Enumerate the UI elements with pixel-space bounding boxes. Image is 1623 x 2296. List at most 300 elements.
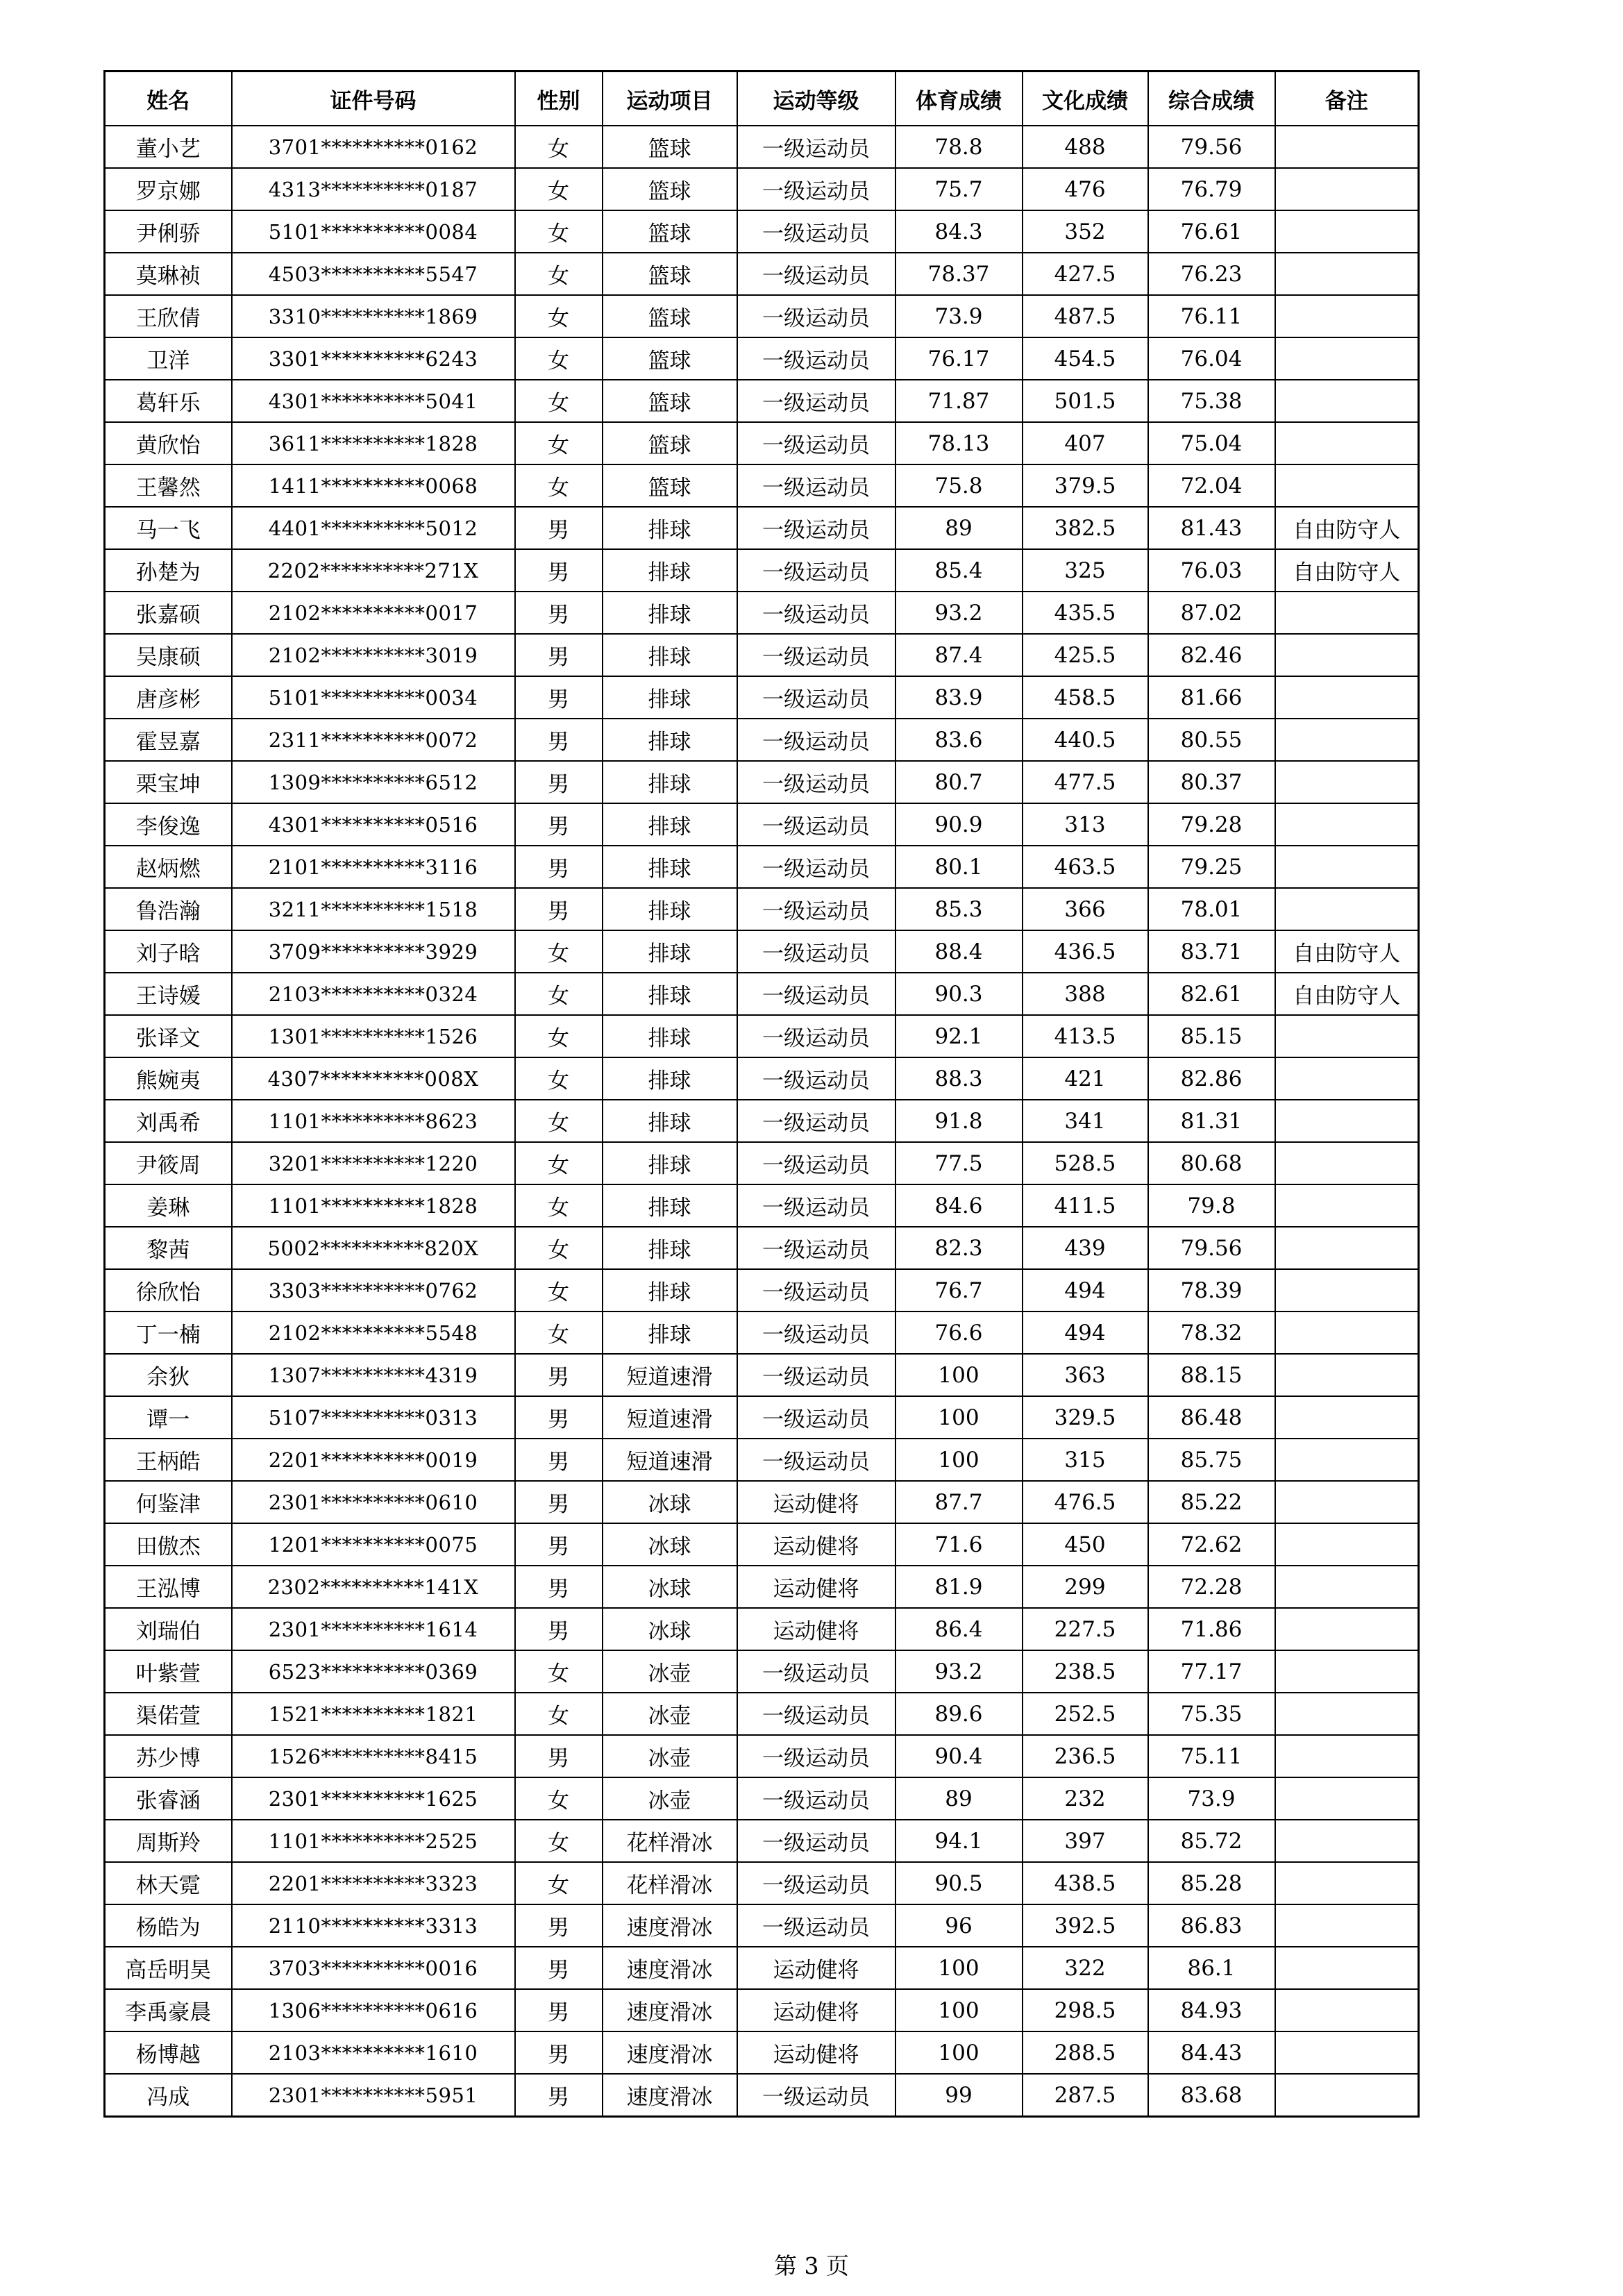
cell-total-score: 76.03 <box>1148 549 1275 592</box>
cell-level: 一级运动员 <box>737 719 895 761</box>
cell-sport: 篮球 <box>603 337 737 380</box>
cell-sport-score: 77.5 <box>895 1142 1023 1184</box>
cell-remark <box>1275 1608 1419 1650</box>
cell-total-score: 79.56 <box>1148 1227 1275 1269</box>
cell-name: 姜琳 <box>105 1184 232 1227</box>
cell-gender: 男 <box>515 2074 603 2117</box>
table-row <box>105 803 1419 846</box>
cell-gender: 男 <box>515 803 603 846</box>
cell-remark <box>1275 803 1419 846</box>
cell-total-score: 83.68 <box>1148 2074 1275 2117</box>
cell-sport: 速度滑冰 <box>603 2031 737 2074</box>
cell-culture-score: 392.5 <box>1023 1904 1148 1947</box>
cell-gender: 女 <box>515 1100 603 1142</box>
cell-culture-score: 325 <box>1023 549 1148 592</box>
cell-culture-score: 425.5 <box>1023 634 1148 676</box>
cell-remark <box>1275 1735 1419 1777</box>
table-row <box>105 1947 1419 1989</box>
cell-remark <box>1275 1947 1419 1989</box>
cell-id-number: 1306**********0616 <box>232 1989 515 2031</box>
cell-level: 一级运动员 <box>737 846 895 888</box>
cell-total-score: 71.86 <box>1148 1608 1275 1650</box>
cell-level: 一级运动员 <box>737 1184 895 1227</box>
cell-name: 林天霓 <box>105 1862 232 1904</box>
cell-name: 刘瑞伯 <box>105 1608 232 1650</box>
cell-culture-score: 463.5 <box>1023 846 1148 888</box>
cell-total-score: 75.38 <box>1148 380 1275 422</box>
cell-id-number: 3301**********6243 <box>232 337 515 380</box>
cell-remark <box>1275 592 1419 634</box>
cell-name: 王泓博 <box>105 1566 232 1608</box>
cell-remark <box>1275 1396 1419 1439</box>
cell-culture-score: 476 <box>1023 168 1148 210</box>
cell-remark <box>1275 1312 1419 1354</box>
cell-sport: 排球 <box>603 1100 737 1142</box>
cell-culture-score: 476.5 <box>1023 1481 1148 1523</box>
cell-sport-score: 85.3 <box>895 888 1023 930</box>
cell-gender: 男 <box>515 1481 603 1523</box>
cell-remark <box>1275 380 1419 422</box>
cell-sport-score: 76.7 <box>895 1269 1023 1312</box>
cell-total-score: 88.15 <box>1148 1354 1275 1396</box>
cell-id-number: 2103**********0324 <box>232 973 515 1015</box>
page-footer <box>0 2248 1623 2281</box>
cell-sport-score: 90.3 <box>895 973 1023 1015</box>
cell-remark <box>1275 168 1419 210</box>
cell-sport-score: 73.9 <box>895 295 1023 337</box>
cell-total-score: 85.75 <box>1148 1439 1275 1481</box>
cell-name: 叶紫萱 <box>105 1650 232 1693</box>
cell-name: 卫洋 <box>105 337 232 380</box>
cell-culture-score: 450 <box>1023 1523 1148 1566</box>
cell-sport-score: 87.4 <box>895 634 1023 676</box>
cell-sport: 冰球 <box>603 1481 737 1523</box>
cell-culture-score: 477.5 <box>1023 761 1148 803</box>
cell-remark <box>1275 676 1419 719</box>
cell-culture-score: 252.5 <box>1023 1693 1148 1735</box>
cell-culture-score: 436.5 <box>1023 930 1148 973</box>
cell-sport-score: 90.4 <box>895 1735 1023 1777</box>
cell-total-score: 77.17 <box>1148 1650 1275 1693</box>
table-row <box>105 1481 1419 1523</box>
cell-name: 尹筱周 <box>105 1142 232 1184</box>
cell-remark <box>1275 888 1419 930</box>
cell-id-number: 2311**********0072 <box>232 719 515 761</box>
cell-name: 赵炳燃 <box>105 846 232 888</box>
cell-culture-score: 501.5 <box>1023 380 1148 422</box>
cell-id-number: 2103**********1610 <box>232 2031 515 2074</box>
cell-remark: 自由防守人 <box>1275 930 1419 973</box>
cell-sport-score: 82.3 <box>895 1227 1023 1269</box>
cell-remark <box>1275 253 1419 295</box>
cell-sport: 冰壶 <box>603 1777 737 1820</box>
cell-sport: 短道速滑 <box>603 1439 737 1481</box>
cell-remark <box>1275 1439 1419 1481</box>
cell-id-number: 5101**********0084 <box>232 210 515 253</box>
cell-total-score: 82.46 <box>1148 634 1275 676</box>
cell-level: 运动健将 <box>737 1947 895 1989</box>
cell-sport: 篮球 <box>603 422 737 464</box>
cell-gender: 女 <box>515 1650 603 1693</box>
cell-total-score: 75.35 <box>1148 1693 1275 1735</box>
cell-remark <box>1275 2031 1419 2074</box>
cell-sport-score: 89.6 <box>895 1693 1023 1735</box>
cell-total-score: 81.43 <box>1148 507 1275 549</box>
cell-name: 高岳明昊 <box>105 1947 232 1989</box>
cell-name: 谭一 <box>105 1396 232 1439</box>
cell-total-score: 75.11 <box>1148 1735 1275 1777</box>
cell-level: 一级运动员 <box>737 803 895 846</box>
cell-name: 莫琳祯 <box>105 253 232 295</box>
cell-gender: 女 <box>515 1777 603 1820</box>
cell-name: 冯成 <box>105 2074 232 2117</box>
cell-level: 一级运动员 <box>737 761 895 803</box>
cell-sport-score: 90.9 <box>895 803 1023 846</box>
cell-gender: 男 <box>515 1523 603 1566</box>
cell-culture-score: 388 <box>1023 973 1148 1015</box>
cell-name: 苏少博 <box>105 1735 232 1777</box>
table-row <box>105 295 1419 337</box>
cell-culture-score: 488 <box>1023 126 1148 168</box>
cell-gender: 女 <box>515 1227 603 1269</box>
cell-remark: 自由防守人 <box>1275 549 1419 592</box>
cell-sport-score: 86.4 <box>895 1608 1023 1650</box>
cell-id-number: 4301**********5041 <box>232 380 515 422</box>
cell-id-number: 5101**********0034 <box>232 676 515 719</box>
cell-name: 王欣倩 <box>105 295 232 337</box>
cell-sport: 花样滑冰 <box>603 1820 737 1862</box>
cell-sport-score: 76.17 <box>895 337 1023 380</box>
cell-culture-score: 236.5 <box>1023 1735 1148 1777</box>
cell-id-number: 1309**********6512 <box>232 761 515 803</box>
cell-total-score: 83.71 <box>1148 930 1275 973</box>
cell-level: 运动健将 <box>737 1523 895 1566</box>
cell-sport: 排球 <box>603 846 737 888</box>
cell-sport-score: 71.6 <box>895 1523 1023 1566</box>
cell-culture-score: 421 <box>1023 1057 1148 1100</box>
cell-culture-score: 439 <box>1023 1227 1148 1269</box>
cell-total-score: 85.28 <box>1148 1862 1275 1904</box>
cell-gender: 女 <box>515 253 603 295</box>
cell-sport: 排球 <box>603 507 737 549</box>
cell-level: 一级运动员 <box>737 1057 895 1100</box>
cell-id-number: 3709**********3929 <box>232 930 515 973</box>
table-row <box>105 464 1419 507</box>
cell-remark <box>1275 1820 1419 1862</box>
cell-total-score: 86.48 <box>1148 1396 1275 1439</box>
cell-remark <box>1275 1227 1419 1269</box>
cell-id-number: 3310**********1869 <box>232 295 515 337</box>
cell-level: 运动健将 <box>737 1481 895 1523</box>
cell-sport-score: 100 <box>895 1947 1023 1989</box>
table-row <box>105 1566 1419 1608</box>
cell-id-number: 1101**********1828 <box>232 1184 515 1227</box>
cell-id-number: 1301**********1526 <box>232 1015 515 1057</box>
cell-name: 张嘉硕 <box>105 592 232 634</box>
cell-remark <box>1275 422 1419 464</box>
cell-id-number: 2301**********5951 <box>232 2074 515 2117</box>
cell-sport: 排球 <box>603 549 737 592</box>
cell-total-score: 72.28 <box>1148 1566 1275 1608</box>
cell-remark <box>1275 1650 1419 1693</box>
cell-level: 一级运动员 <box>737 592 895 634</box>
cell-culture-score: 329.5 <box>1023 1396 1148 1439</box>
cell-culture-score: 238.5 <box>1023 1650 1148 1693</box>
cell-name: 徐欣怡 <box>105 1269 232 1312</box>
cell-name: 黄欣怡 <box>105 422 232 464</box>
header-gender: 性别 <box>515 72 603 126</box>
table-row <box>105 592 1419 634</box>
cell-culture-score: 528.5 <box>1023 1142 1148 1184</box>
cell-name: 尹俐骄 <box>105 210 232 253</box>
cell-culture-score: 232 <box>1023 1777 1148 1820</box>
table-row <box>105 1693 1419 1735</box>
cell-level: 一级运动员 <box>737 337 895 380</box>
cell-sport-score: 84.3 <box>895 210 1023 253</box>
cell-name: 熊婉夷 <box>105 1057 232 1100</box>
table-row <box>105 2074 1419 2117</box>
cell-sport-score: 88.3 <box>895 1057 1023 1100</box>
cell-level: 一级运动员 <box>737 1396 895 1439</box>
cell-remark <box>1275 1523 1419 1566</box>
cell-culture-score: 363 <box>1023 1354 1148 1396</box>
cell-id-number: 3701**********0162 <box>232 126 515 168</box>
cell-name: 张睿涵 <box>105 1777 232 1820</box>
cell-total-score: 76.11 <box>1148 295 1275 337</box>
cell-gender: 女 <box>515 1312 603 1354</box>
cell-remark <box>1275 2074 1419 2117</box>
cell-level: 一级运动员 <box>737 126 895 168</box>
cell-sport: 排球 <box>603 1057 737 1100</box>
cell-remark <box>1275 464 1419 507</box>
cell-remark <box>1275 719 1419 761</box>
cell-total-score: 73.9 <box>1148 1777 1275 1820</box>
cell-name: 吴康硕 <box>105 634 232 676</box>
cell-sport: 排球 <box>603 1015 737 1057</box>
cell-id-number: 4503**********5547 <box>232 253 515 295</box>
score-table <box>103 70 1420 2118</box>
cell-culture-score: 458.5 <box>1023 676 1148 719</box>
table-row <box>105 1184 1419 1227</box>
cell-total-score: 72.62 <box>1148 1523 1275 1566</box>
cell-sport-score: 90.5 <box>895 1862 1023 1904</box>
cell-sport-score: 83.9 <box>895 676 1023 719</box>
cell-sport-score: 100 <box>895 1396 1023 1439</box>
table-row <box>105 1439 1419 1481</box>
cell-sport: 排球 <box>603 634 737 676</box>
cell-culture-score: 322 <box>1023 1947 1148 1989</box>
cell-name: 刘禹希 <box>105 1100 232 1142</box>
cell-sport: 排球 <box>603 1312 737 1354</box>
cell-culture-score: 227.5 <box>1023 1608 1148 1650</box>
cell-level: 运动健将 <box>737 1989 895 2031</box>
cell-id-number: 1201**********0075 <box>232 1523 515 1566</box>
cell-sport-score: 78.37 <box>895 253 1023 295</box>
cell-level: 一级运动员 <box>737 295 895 337</box>
cell-total-score: 78.01 <box>1148 888 1275 930</box>
cell-level: 一级运动员 <box>737 464 895 507</box>
cell-gender: 男 <box>515 719 603 761</box>
cell-level: 一级运动员 <box>737 422 895 464</box>
cell-remark <box>1275 1269 1419 1312</box>
cell-name: 唐彦彬 <box>105 676 232 719</box>
cell-culture-score: 397 <box>1023 1820 1148 1862</box>
cell-total-score: 85.15 <box>1148 1015 1275 1057</box>
cell-remark <box>1275 1693 1419 1735</box>
cell-sport: 短道速滑 <box>603 1354 737 1396</box>
cell-level: 一级运动员 <box>737 2074 895 2117</box>
cell-culture-score: 494 <box>1023 1269 1148 1312</box>
cell-sport-score: 99 <box>895 2074 1023 2117</box>
cell-sport-score: 94.1 <box>895 1820 1023 1862</box>
cell-id-number: 1307**********4319 <box>232 1354 515 1396</box>
cell-sport-score: 75.7 <box>895 168 1023 210</box>
page-number: 第 3 页 <box>774 2252 849 2279</box>
table-row <box>105 507 1419 549</box>
cell-gender: 男 <box>515 1989 603 2031</box>
cell-sport: 排球 <box>603 803 737 846</box>
cell-id-number: 1411**********0068 <box>232 464 515 507</box>
cell-id-number: 1101**********8623 <box>232 1100 515 1142</box>
cell-culture-score: 366 <box>1023 888 1148 930</box>
cell-gender: 女 <box>515 210 603 253</box>
cell-level: 一级运动员 <box>737 1354 895 1396</box>
cell-level: 一级运动员 <box>737 549 895 592</box>
cell-level: 一级运动员 <box>737 1015 895 1057</box>
cell-gender: 男 <box>515 1904 603 1947</box>
cell-name: 王馨然 <box>105 464 232 507</box>
table-row <box>105 846 1419 888</box>
cell-total-score: 72.04 <box>1148 464 1275 507</box>
cell-total-score: 78.39 <box>1148 1269 1275 1312</box>
cell-gender: 女 <box>515 1057 603 1100</box>
cell-sport: 速度滑冰 <box>603 1989 737 2031</box>
header-row <box>105 72 1419 126</box>
cell-total-score: 86.83 <box>1148 1904 1275 1947</box>
cell-total-score: 85.22 <box>1148 1481 1275 1523</box>
cell-sport: 速度滑冰 <box>603 1904 737 1947</box>
cell-name: 田傲杰 <box>105 1523 232 1566</box>
header-sport: 运动项目 <box>603 72 737 126</box>
cell-level: 一级运动员 <box>737 1693 895 1735</box>
cell-sport: 排球 <box>603 1142 737 1184</box>
cell-remark <box>1275 210 1419 253</box>
cell-gender: 男 <box>515 1354 603 1396</box>
cell-sport: 冰壶 <box>603 1693 737 1735</box>
cell-sport-score: 75.8 <box>895 464 1023 507</box>
cell-name: 葛轩乐 <box>105 380 232 422</box>
cell-name: 丁一楠 <box>105 1312 232 1354</box>
cell-culture-score: 298.5 <box>1023 1989 1148 2031</box>
table-row <box>105 1650 1419 1693</box>
cell-id-number: 2202**********271X <box>232 549 515 592</box>
cell-name: 张译文 <box>105 1015 232 1057</box>
header-level: 运动等级 <box>737 72 895 126</box>
cell-gender: 男 <box>515 1735 603 1777</box>
cell-gender: 男 <box>515 1439 603 1481</box>
cell-id-number: 3611**********1828 <box>232 422 515 464</box>
cell-sport-score: 89 <box>895 1777 1023 1820</box>
cell-culture-score: 454.5 <box>1023 337 1148 380</box>
cell-gender: 男 <box>515 634 603 676</box>
cell-gender: 女 <box>515 930 603 973</box>
cell-id-number: 2201**********0019 <box>232 1439 515 1481</box>
cell-gender: 女 <box>515 1015 603 1057</box>
cell-name: 李禹豪晨 <box>105 1989 232 2031</box>
cell-gender: 男 <box>515 507 603 549</box>
cell-sport-score: 100 <box>895 1989 1023 2031</box>
cell-gender: 男 <box>515 592 603 634</box>
cell-sport: 篮球 <box>603 295 737 337</box>
table-row <box>105 1142 1419 1184</box>
cell-gender: 男 <box>515 676 603 719</box>
cell-remark <box>1275 1142 1419 1184</box>
cell-total-score: 79.56 <box>1148 126 1275 168</box>
table-row <box>105 930 1419 973</box>
header-total-score: 综合成绩 <box>1148 72 1275 126</box>
table-row <box>105 337 1419 380</box>
table-row <box>105 1904 1419 1947</box>
cell-remark <box>1275 1354 1419 1396</box>
cell-sport-score: 84.6 <box>895 1184 1023 1227</box>
table-row <box>105 1735 1419 1777</box>
cell-total-score: 80.68 <box>1148 1142 1275 1184</box>
cell-remark: 自由防守人 <box>1275 973 1419 1015</box>
cell-id-number: 2102**********5548 <box>232 1312 515 1354</box>
cell-sport: 排球 <box>603 930 737 973</box>
table-row <box>105 1057 1419 1100</box>
cell-sport: 篮球 <box>603 464 737 507</box>
cell-sport: 排球 <box>603 973 737 1015</box>
table-row <box>105 253 1419 295</box>
cell-name: 孙楚为 <box>105 549 232 592</box>
cell-sport-score: 80.1 <box>895 846 1023 888</box>
table-row <box>105 168 1419 210</box>
cell-gender: 女 <box>515 380 603 422</box>
cell-level: 一级运动员 <box>737 507 895 549</box>
cell-gender: 男 <box>515 1566 603 1608</box>
cell-sport-score: 88.4 <box>895 930 1023 973</box>
cell-level: 一级运动员 <box>737 676 895 719</box>
cell-name: 王诗媛 <box>105 973 232 1015</box>
cell-remark <box>1275 1481 1419 1523</box>
cell-remark <box>1275 1904 1419 1947</box>
cell-sport-score: 91.8 <box>895 1100 1023 1142</box>
cell-sport-score: 100 <box>895 2031 1023 2074</box>
cell-total-score: 85.72 <box>1148 1820 1275 1862</box>
table-row <box>105 1015 1419 1057</box>
cell-name: 鲁浩瀚 <box>105 888 232 930</box>
cell-id-number: 1521**********1821 <box>232 1693 515 1735</box>
cell-level: 一级运动员 <box>737 1820 895 1862</box>
cell-culture-score: 487.5 <box>1023 295 1148 337</box>
cell-id-number: 2301**********1625 <box>232 1777 515 1820</box>
cell-name: 余狄 <box>105 1354 232 1396</box>
cell-id-number: 3211**********1518 <box>232 888 515 930</box>
cell-level: 一级运动员 <box>737 1312 895 1354</box>
cell-name: 栗宝坤 <box>105 761 232 803</box>
cell-gender: 男 <box>515 761 603 803</box>
cell-sport: 冰球 <box>603 1523 737 1566</box>
cell-sport: 排球 <box>603 1227 737 1269</box>
table-row <box>105 1227 1419 1269</box>
cell-sport: 速度滑冰 <box>603 2074 737 2117</box>
cell-gender: 女 <box>515 1142 603 1184</box>
cell-sport: 冰球 <box>603 1608 737 1650</box>
cell-total-score: 87.02 <box>1148 592 1275 634</box>
table-header <box>105 72 1419 126</box>
cell-remark <box>1275 846 1419 888</box>
